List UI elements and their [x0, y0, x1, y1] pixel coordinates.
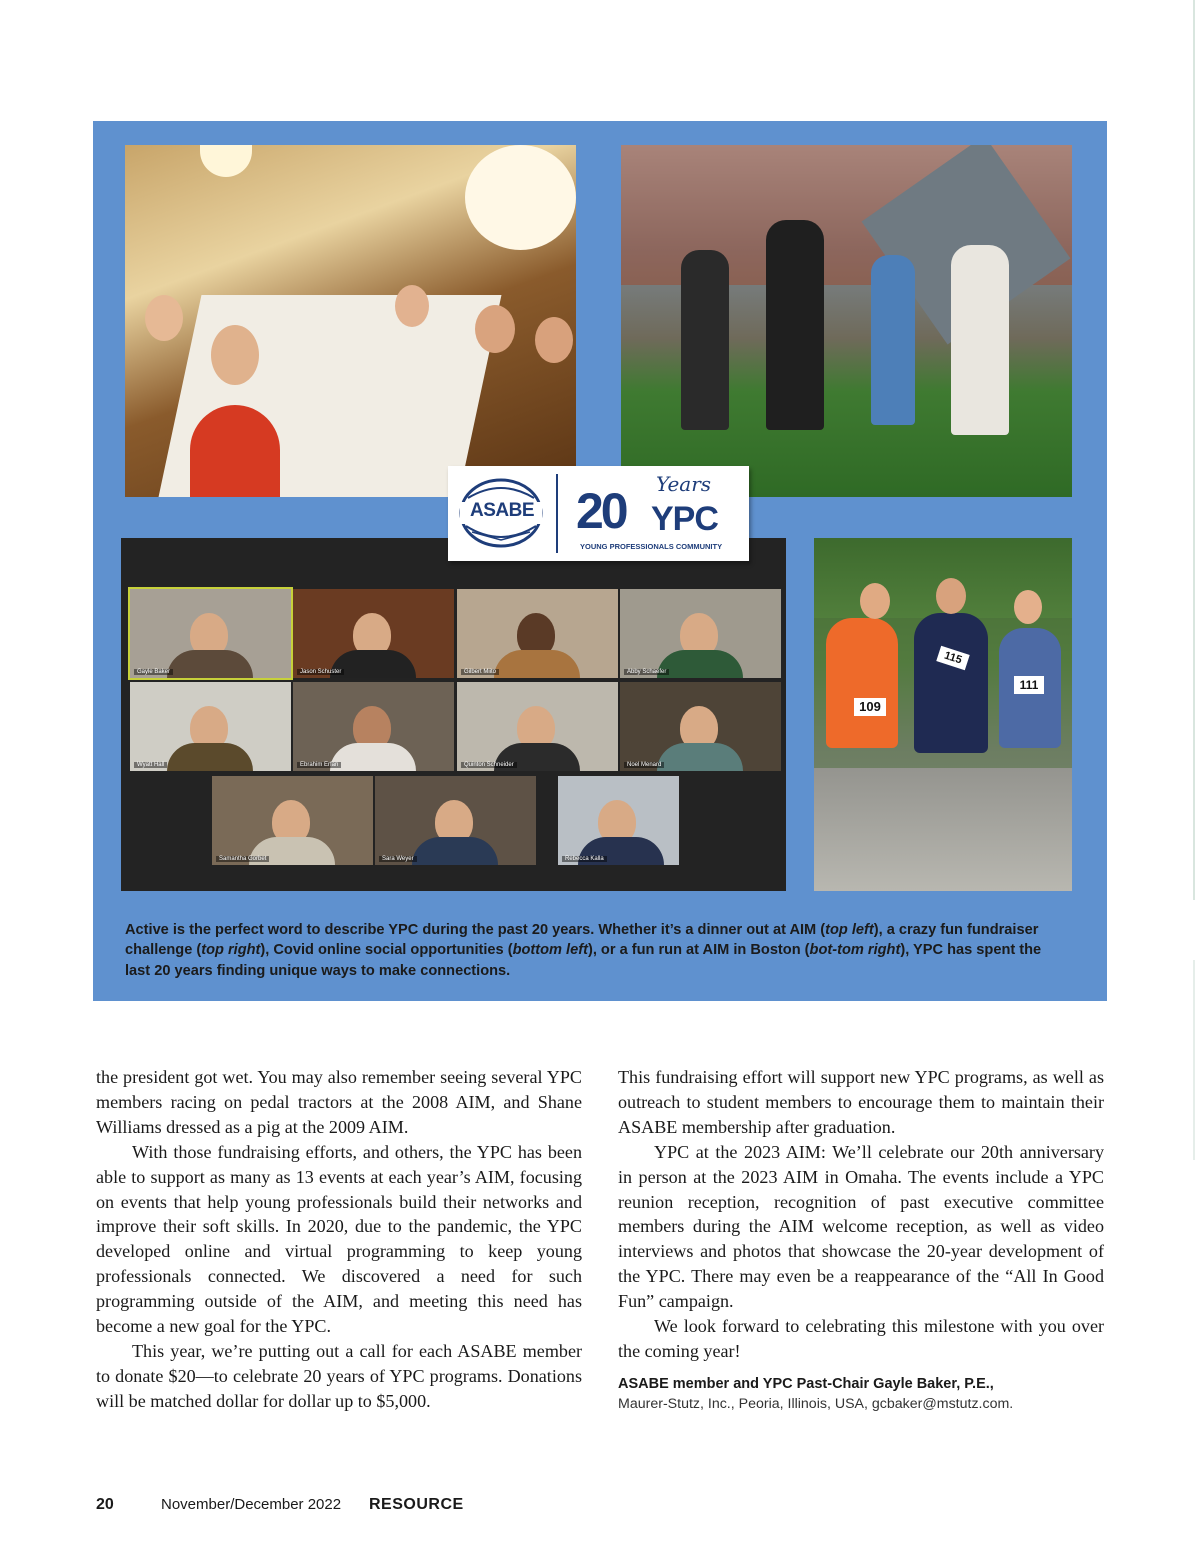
zoom-tile [457, 589, 618, 678]
caption-italic: top right [201, 942, 261, 959]
logo-divider [556, 474, 558, 553]
caption-italic: bot-tom right [809, 942, 901, 959]
caption-text: Active is the perfect word to describe YPC during the past 20 years. Whether it’s a dinner out at AIM ( [125, 922, 826, 938]
zoom-tile-name: Rebecca Kalla [562, 856, 607, 862]
zoom-tile [620, 589, 781, 678]
photo-zoom-bottom-left [121, 538, 786, 891]
face-shape [1014, 590, 1042, 624]
zoom-tile-name: Jason Schuster [297, 669, 344, 675]
face-shape [211, 325, 259, 385]
caption-italic: top left [825, 922, 874, 938]
face-shape [860, 583, 890, 619]
article-column-right [618, 1065, 1104, 1414]
photo-dinner-top-left [125, 145, 576, 497]
race-bib: 111 [1014, 676, 1044, 694]
lamp-shape [200, 145, 252, 177]
race-bib: 115 [936, 646, 969, 670]
zoom-tile [558, 776, 679, 865]
zoom-tile [620, 682, 781, 771]
zoom-tile-name: Wyatt Hall [134, 762, 167, 768]
body-shape [167, 743, 253, 771]
author-affiliation: Maurer-Stutz, Inc., Peoria, Illinois, USA, gcbaker@mstutz.com. [618, 1395, 1014, 1412]
zoom-tile-name: Sara Weyer [379, 856, 417, 862]
caption-text: ), Covid online social opportunities ( [260, 942, 513, 959]
zoom-tile-name: Samantha Gorbet [216, 856, 269, 862]
logo-twenty: 20 [576, 483, 626, 539]
photo-pirates-top-right [621, 145, 1072, 497]
runner-shape [914, 613, 988, 753]
face-shape [395, 285, 429, 327]
photo-fun-run-bottom-right [814, 538, 1072, 891]
magazine-name: RESOURCE [369, 1496, 464, 1513]
face-shape [535, 317, 573, 363]
caption-text: ), a crazy fun fundraiser challenge ( [125, 922, 1039, 959]
zoom-tile-name: Gayle Baker [134, 669, 173, 675]
logo-ypc: YPC [651, 500, 718, 538]
zoom-tile [293, 589, 454, 678]
face-shape [475, 305, 515, 353]
runner-shape [826, 618, 898, 748]
zoom-tile-name: Ebrahim Erfan [297, 762, 341, 768]
zoom-tile [130, 682, 291, 771]
article-paragraph: This year, we’re putting out a call for each ASABE member to donate $20—to celebrate 20 years of YPC programs. Donations will be matched dollar for dollar up to $5,000. [96, 1340, 582, 1411]
page-edge-rule [1193, 960, 1195, 1160]
pirate-person-shape [766, 220, 824, 430]
zoom-tile [375, 776, 536, 865]
article-column-left [96, 1065, 582, 1414]
photo-caption [125, 920, 1070, 981]
person-shape [681, 250, 729, 430]
body-shape [330, 743, 416, 771]
zoom-tile [130, 589, 291, 678]
asabe-wordmark: ASABE [469, 500, 534, 521]
caption-italic: bottom left [512, 942, 588, 959]
body-shape [657, 650, 743, 678]
article-paragraph: With those fundraising efforts, and others, the YPC has been able to support as many as 13 events at each year’s AIM, focusing on events that help young professionals build their networks and improve their soft skills. In 2020, due to the pandemic, the YPC developed online and virtual programming to keep young professionals connected. We discovered a need for such programming outside of the AIM, and meeting this need has become a new goal for the YPC. [96, 1141, 582, 1337]
author-byline: ASABE member and YPC Past-Chair Gayle Baker, P.E., [618, 1375, 994, 1392]
zoom-tile [293, 682, 454, 771]
logo-subtitle: YOUNG PROFESSIONALS COMMUNITY [580, 542, 723, 551]
face-shape [145, 295, 183, 341]
article-paragraph: the president got wet. You may also remember seeing several YPC members racing on pedal tractors at the 2008 AIM, and Shane Williams dressed as a pig at the 2009 AIM. [96, 1067, 582, 1137]
caption-text: ), YPC has spent the last 20 years finding unique ways to make connections. [125, 942, 1042, 979]
zoom-tile [212, 776, 373, 865]
body-shape [412, 837, 498, 865]
page-edge-rule [1193, 0, 1195, 900]
face-shape [936, 578, 966, 614]
person-shape [871, 255, 915, 425]
person-shape [190, 405, 280, 497]
issue-date: November/December 2022 [161, 1496, 342, 1513]
race-bib: 109 [854, 698, 886, 716]
article-paragraph: This fundraising effort will support new YPC programs, as well as outreach to student members to encourage them to maintain their ASABE membership after graduation. [618, 1067, 1104, 1137]
zoom-tile-name: Gilbert Miito [461, 669, 499, 675]
body-shape [167, 650, 253, 678]
caption-text: ), or a fun run at AIM in Boston ( [587, 942, 810, 959]
body-shape [657, 743, 743, 771]
zoom-tile-name: Noel Menard [624, 762, 664, 768]
article-paragraph: YPC at the 2023 AIM: We’ll celebrate our 20th anniversary in person at the 2023 AIM in Omaha. The events include a YPC reunion reception, recognition of past executive committee members during the AIM welcome reception, as well as video interviews and photos that showcase the 20-year development of the YPC. There may even be a reappearance of the “All In Good Fun” campaign. [618, 1141, 1104, 1312]
body-shape [494, 650, 580, 678]
person-shape [951, 245, 1009, 435]
zoom-tile-name: Quinton Schneider [461, 762, 517, 768]
zoom-tile [457, 682, 618, 771]
zoom-tile-name: Abby Schaefer [624, 669, 669, 675]
asabe-ypc-20-years-logo [448, 466, 749, 561]
page-number: 20 [96, 1496, 114, 1513]
article-paragraph: We look forward to celebrating this milestone with you over the coming year! [618, 1316, 1104, 1361]
logo-years: Years [656, 472, 712, 496]
lamp-shape [465, 145, 576, 250]
